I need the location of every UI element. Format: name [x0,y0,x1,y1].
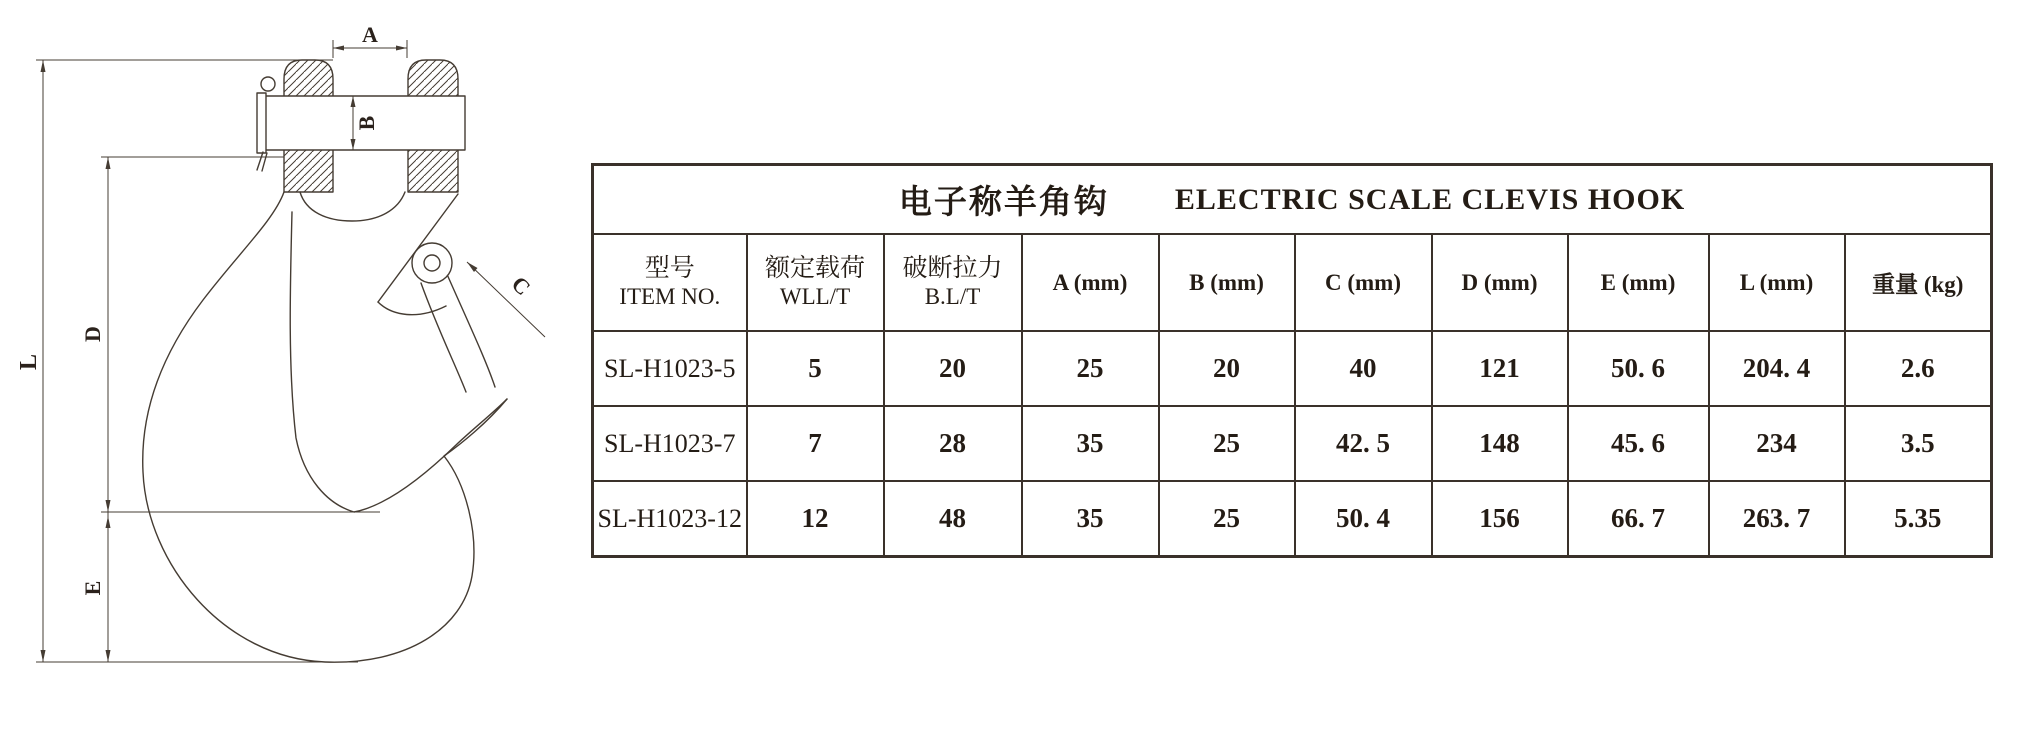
dim-c-line [467,262,545,337]
arrow-a-left [333,46,344,51]
header-dim-e-label: E (mm) [1600,269,1676,295]
header-bl-cn: 破断拉力 [902,254,1003,282]
header-item-no-cn: 型号 [644,254,695,282]
header-dim-b [1159,234,1295,331]
cell-dim-d: 156 [1432,481,1568,557]
header-wll [747,234,884,331]
cell-bl: 28 [884,406,1022,481]
cell-dim-c: 40 [1295,331,1432,406]
cell-dim-d: 121 [1432,331,1568,406]
table-title-cn: 电子称羊角钩 [898,185,1109,221]
arrow-a-right [396,46,407,51]
latch-pivot-hole [424,255,440,271]
latch-arm-left [421,283,466,392]
header-dim-d [1432,234,1568,331]
cell-bl: 20 [884,331,1022,406]
cell-dim-b: 25 [1159,481,1295,557]
cell-weight: 5.35 [1845,481,1992,557]
header-wll-cn: 额定载荷 [764,254,865,282]
header-weight-label: 重量 (kg) [1872,272,1964,297]
cell-item-no: SL-H1023-12 [593,481,747,557]
table-header-row [593,234,1992,331]
cotter-pin-ring [261,77,275,91]
header-dim-l-label: L (mm) [1739,269,1814,295]
dim-label-a: A [362,22,378,47]
cell-wll: 5 [747,331,884,406]
header-item-no-en: ITEM NO. [619,283,721,309]
cell-dim-e: 45. 6 [1568,406,1709,481]
pin-end-cap [257,93,266,153]
cell-dim-l: 204. 4 [1709,331,1845,406]
header-wll-en: WLL/T [779,283,851,309]
arrow-d-bottom [106,500,111,512]
dim-label-e: E [80,580,105,596]
cell-dim-c: 42. 5 [1295,406,1432,481]
cell-dim-a: 25 [1022,331,1159,406]
cell-item-no: SL-H1023-5 [593,331,747,406]
cell-weight: 3.5 [1845,406,1992,481]
cotter-pin-legs [257,152,267,171]
cell-bl: 48 [884,481,1022,557]
header-bl-en: B.L/T [924,283,981,309]
cell-dim-l: 263. 7 [1709,481,1845,557]
table-title-en: ELECTRIC SCALE CLEVIS HOOK [1174,182,1686,216]
clevis-saddle [300,192,405,221]
cell-dim-e: 66. 7 [1568,481,1709,557]
header-dim-l [1709,234,1845,331]
cell-dim-a: 35 [1022,406,1159,481]
hook-technical-drawing [0,0,570,750]
cell-wll: 7 [747,406,884,481]
spec-table [591,163,1993,558]
hook-inner-contour [290,212,507,512]
cell-dim-e: 50. 6 [1568,331,1709,406]
cell-item-no: SL-H1023-7 [593,406,747,481]
cell-dim-a: 35 [1022,481,1159,557]
dim-label-d: D [80,326,105,342]
header-item-no [593,234,747,331]
header-dim-a-label: A (mm) [1052,269,1128,295]
header-dim-a [1022,234,1159,331]
table-title-row [593,165,1992,235]
header-dim-c-label: C (mm) [1325,269,1401,295]
header-weight [1845,234,1992,331]
table-row [593,331,1992,406]
table-title-cell [593,165,1992,235]
header-dim-e [1568,234,1709,331]
table-row [593,481,1992,557]
cell-dim-b: 25 [1159,406,1295,481]
latch-arm-right [446,272,495,387]
cell-dim-b: 20 [1159,331,1295,406]
cell-dim-c: 50. 4 [1295,481,1432,557]
header-dim-b-label: B (mm) [1189,269,1264,295]
cell-wll: 12 [747,481,884,557]
dim-label-b: B [354,115,379,131]
cell-dim-d: 148 [1432,406,1568,481]
dim-label-c: C [506,271,536,301]
arrow-l-bottom [41,650,46,662]
cell-dim-l: 234 [1709,406,1845,481]
cell-weight: 2.6 [1845,331,1992,406]
table-row [593,406,1992,481]
dim-label-l: L [16,353,42,371]
header-dim-c [1295,234,1432,331]
header-bl [884,234,1022,331]
arrow-e-bottom [106,650,111,662]
arrow-e-top [106,516,111,528]
header-dim-d-label: D (mm) [1461,269,1538,295]
arrow-l-top [41,60,46,72]
arrow-d-top [106,157,111,169]
latch-lower-curve [378,302,446,315]
